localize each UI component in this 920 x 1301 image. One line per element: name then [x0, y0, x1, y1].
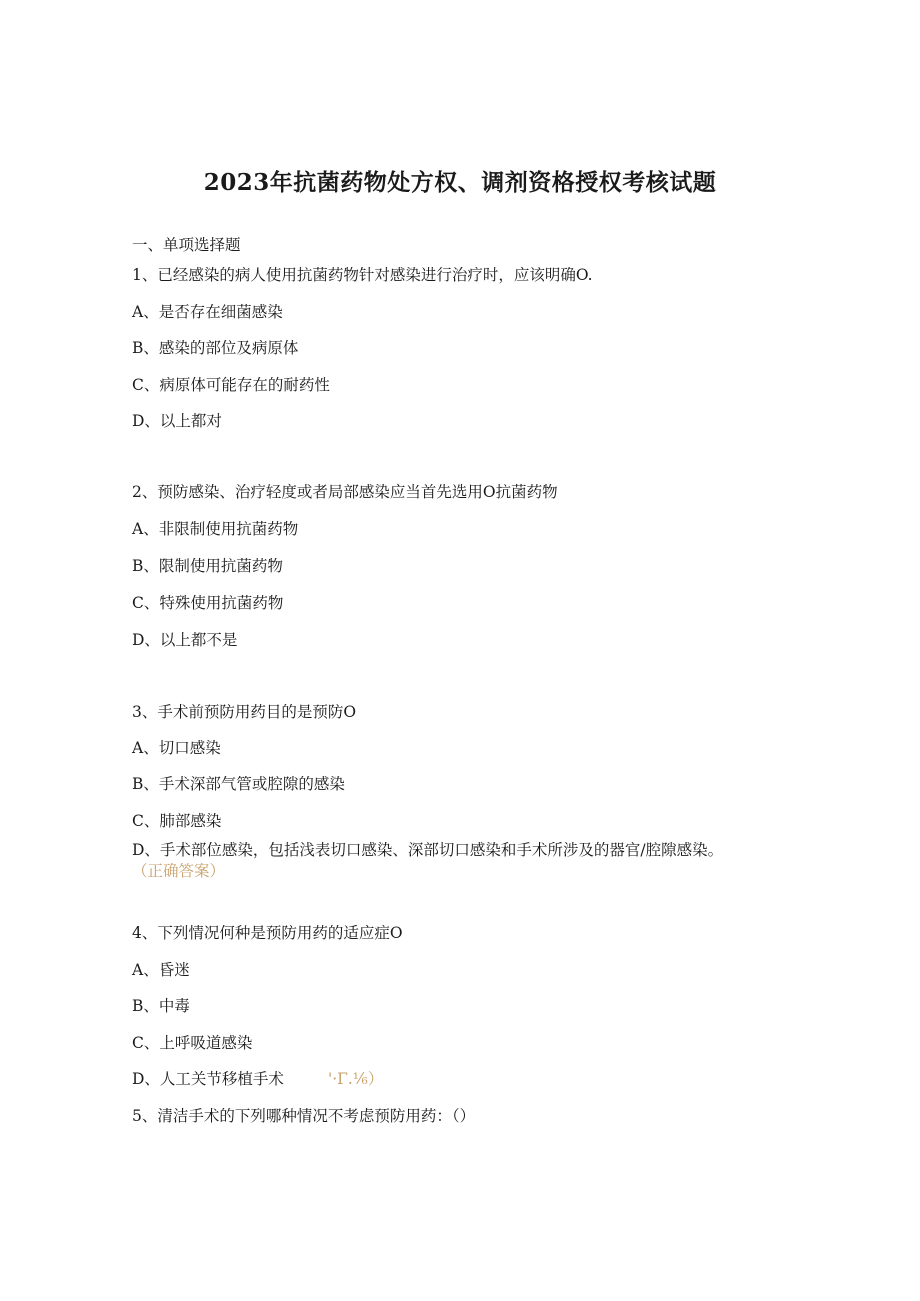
question-1-option-a: A、是否存在细菌感染 — [132, 303, 283, 321]
question-2-option-a: A、非限制使用抗菌药物 — [132, 520, 299, 538]
section-heading: 一、单项选择题 — [132, 236, 241, 254]
correct-answer-note: （正确答案） — [132, 862, 226, 880]
question-5-stem: 5、清洁手术的下列哪种情况不考虑预防用药：（） — [132, 1107, 476, 1125]
question-4-option-b: B、中毒 — [132, 997, 190, 1015]
question-4-option-a: A、昏迷 — [132, 961, 190, 979]
question-2-option-b: B、限制使用抗菌药物 — [132, 557, 283, 575]
question-4-option-c: C、上呼吸道感染 — [132, 1034, 253, 1052]
question-4-option-d-row — [132, 1069, 383, 1089]
question-3-option-a: A、切口感染 — [132, 739, 221, 757]
question-4-stem: 4、下列情况何种是预防用药的适应症O — [132, 924, 403, 942]
question-1-option-b: B、感染的部位及病原体 — [132, 339, 299, 357]
question-3-option-c: C、肺部感染 — [132, 812, 222, 830]
question-3-stem: 3、手术前预防用药目的是预防O — [132, 703, 357, 721]
question-1-option-c: C、病原体可能存在的耐药性 — [132, 376, 330, 394]
question-2-stem: 2、预防感染、治疗轻度或者局部感染应当首先选用O抗菌药物 — [132, 483, 558, 501]
question-2-option-d: D、以上都不是 — [132, 631, 238, 649]
answer-mark: '·Γ.⅙） — [327, 1070, 384, 1088]
question-2-option-c: C、特殊使用抗菌药物 — [132, 594, 284, 612]
question-3-option-b: B、手术深部气管或腔隙的感染 — [132, 775, 345, 793]
question-1-option-d: D、以上都对 — [132, 412, 222, 430]
question-3-option-d: D、手术部位感染，包括浅表切口感染、深部切口感染和手术所涉及的器官/腔隙感染。 — [132, 841, 724, 859]
question-4-option-d: D、人工关节移植手术 — [132, 1070, 284, 1088]
question-1-stem: 1、已经感染的病人使用抗菌药物针对感染进行治疗时，应该明确O. — [132, 266, 593, 284]
exam-title: 2023年抗菌药物处方权、调剂资格授权考核试题 — [203, 169, 717, 196]
